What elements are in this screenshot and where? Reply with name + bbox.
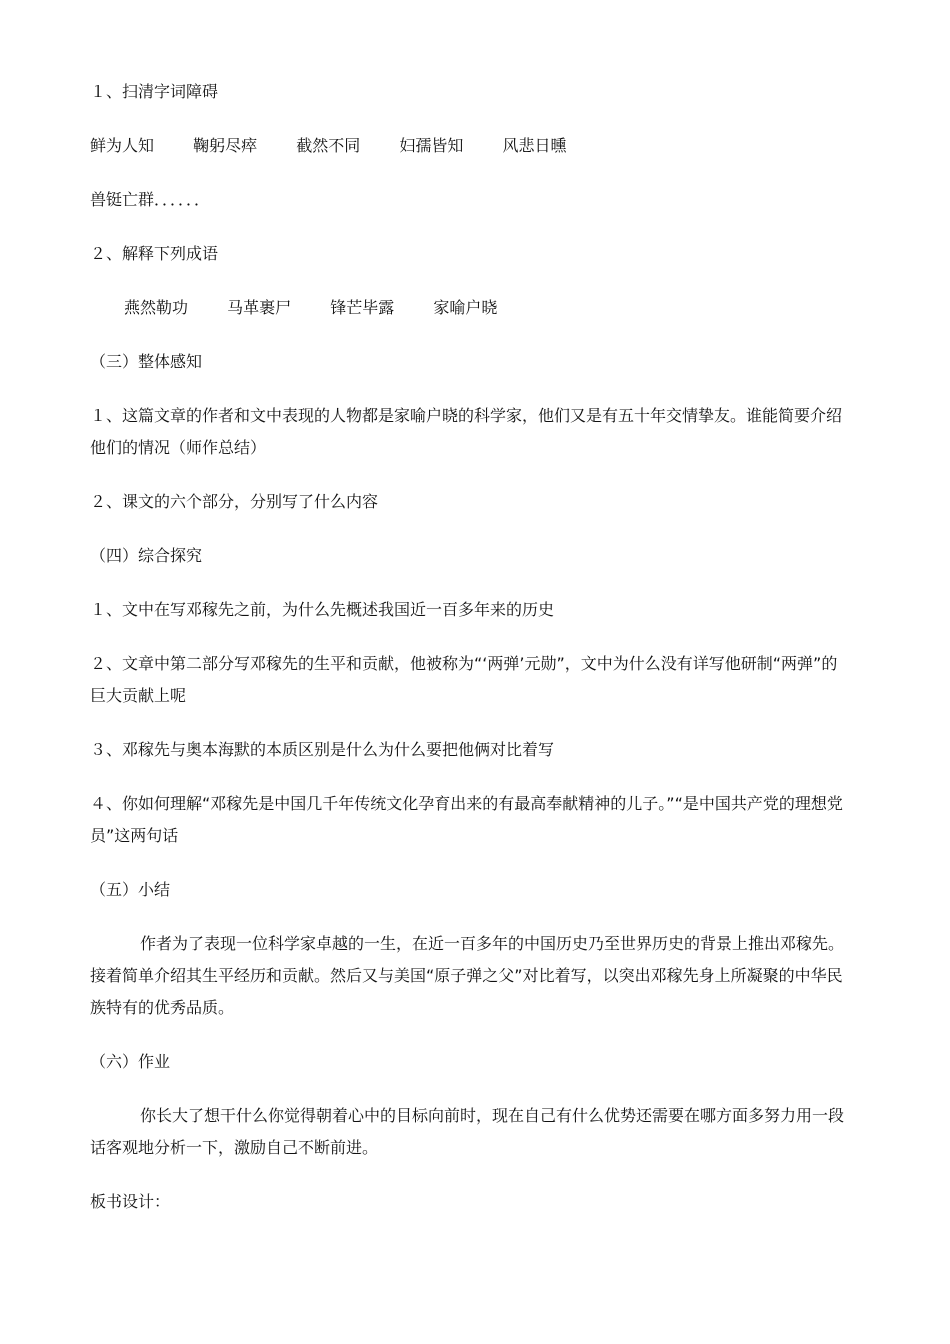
section-4-question-2: ２、文章中第二部分写邓稼先的生平和贡献，他被称为“‘两弹’元勋”，文中为什么没有详写他研制“两弹”的巨大贡献上呢 xyxy=(90,654,838,705)
board-design-label: 板书设计： xyxy=(90,1192,171,1211)
section-3-question-2: ２、课文的六个部分，分别写了什么内容 xyxy=(90,492,379,511)
section-4-question-4: ４、你如何理解“邓稼先是中国几千年传统文化孕育出来的有最高奉献精神的儿子。”“是中国共产党的理想党员”这两句话 xyxy=(90,794,843,845)
section-6-homework: 你长大了想干什么你觉得朝着心中的目标向前时，现在自己有什么优势还需要在哪方面多努力用一段话客观地分析一下，激励自己不断前进。 xyxy=(90,1106,845,1157)
section-5-heading: （五）小结 xyxy=(90,880,171,899)
section-4-question-3: ３、邓稼先与奥本海默的本质区别是什么为什么要把他俩对比着写 xyxy=(90,740,555,759)
term: 燕然勒功 xyxy=(124,298,189,317)
term: 家喻户晓 xyxy=(433,298,498,317)
section-3-heading: （三）整体感知 xyxy=(90,352,203,371)
section-1-terms-row xyxy=(90,130,850,162)
term: 鲜为人知 xyxy=(90,136,155,155)
term: 妇孺皆知 xyxy=(399,136,464,155)
section-4-heading: （四）综合探究 xyxy=(90,546,203,565)
section-6-heading: （六）作业 xyxy=(90,1052,171,1071)
term: 截然不同 xyxy=(296,136,361,155)
section-2-title: ２、解释下列成语 xyxy=(90,244,219,263)
term: 马革裹尸 xyxy=(227,298,292,317)
section-4-question-1: １、文中在写邓稼先之前，为什么先概述我国近一百多年来的历史 xyxy=(90,600,555,619)
section-1-title: １、扫清字词障碍 xyxy=(90,82,219,101)
section-1-terms-row-2: 兽铤亡群．．．．．． xyxy=(90,190,211,209)
term: 风悲日曛 xyxy=(502,136,567,155)
term: 锋芒毕露 xyxy=(330,298,395,317)
term: 鞠躬尽瘁 xyxy=(193,136,258,155)
section-2-terms-row xyxy=(124,292,884,324)
section-5-summary: 作者为了表现一位科学家卓越的一生，在近一百多年的中国历史乃至世界历史的背景上推出邓稼先。接着简单介绍其生平经历和贡献。然后又与美国“原子弹之父”对比着写，以突出邓稼先身上所凝聚的中华民族特有的优秀品质。 xyxy=(90,934,845,1017)
section-3-question-1: １、这篇文章的作者和文中表现的人物都是家喻户晓的科学家，他们又是有五十年交情挚友。谁能简要介绍他们的情况（师作总结） xyxy=(90,406,843,457)
